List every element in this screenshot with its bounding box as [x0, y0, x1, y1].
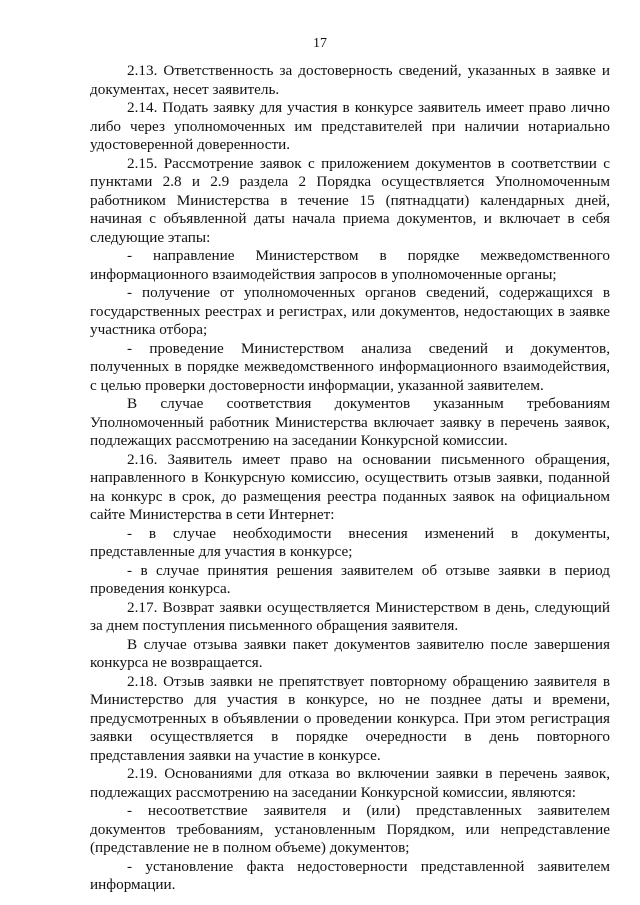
paragraph-2-17: 2.17. Возврат заявки осуществляется Министерством в день, следующий за днем поступления письменного обращения заявителя. — [90, 598, 610, 634]
list-item-withdrawal: - в случае принятия решения заявителем об отзыве заявки в период проведения конкурса. — [90, 561, 610, 597]
paragraph-2-16: 2.16. Заявитель имеет право на основании письменного обращения, направленного в Конкурсную комиссию, осуществить отзыв заявки, поданной на конкурс в срок, до размещения реестра поданных заявок на официальном сайте Министерства в сети Интернет: — [90, 450, 610, 523]
paragraph-2-19: 2.19. Основаниями для отказа во включении заявки в перечень заявок, подлежащих рассмотрению на заседании Конкурсной комиссии, являются: — [90, 765, 610, 801]
paragraph-no-return: В случае отзыва заявки пакет документов заявителю после завершения конкурса не возвращается. — [90, 635, 610, 671]
paragraph-2-18: 2.18. Отзыв заявки не препятствует повторному обращению заявителя в Министерство для участия в конкурсе, но не позднее даты и времени, предусмотренных в объявлении о проведении конкурса. При этом регистрация заявки осуществляется в порядке очередности в день повторного представления заявки на участие в конкурсе. — [90, 672, 610, 764]
paragraph-2-13: 2.13. Ответственность за достоверность сведений, указанных в заявке и документах, несет заявитель. — [90, 62, 610, 98]
list-item-receiving-data: - получение от уполномоченных органов сведений, содержащихся в государственных реестрах и регистрах, или документов, недостающих в заявке участника отбора; — [90, 284, 610, 338]
list-item-inaccuracy: - установление факта недостоверности представленной заявителем информации. — [90, 857, 610, 893]
paragraph-2-14: 2.14. Подать заявку для участия в конкурсе заявитель имеет право лично либо через уполномоченных им представителей при наличии нотариально удостоверенной доверенности. — [90, 99, 610, 153]
paragraph-2-15: 2.15. Рассмотрение заявок с приложением документов в соответствии с пунктами 2.8 и 2.9 раздела 2 Порядка осуществляется Уполномоченным работником Министерства в течение 15 (пятнадцати) календарных дней, начиная с объявленной даты начала приема документов, и включает в себя следующие этапы: — [90, 154, 610, 246]
list-item-interagency-request: - направление Министерством в порядке межведомственного информационного взаимодействия запросов в уполномоченные органы; — [90, 247, 610, 283]
page-number: 17 — [313, 36, 327, 51]
list-item-changes: - в случае необходимости внесения изменений в документы, представленные для участия в конкурсе; — [90, 524, 610, 560]
list-item-analysis: - проведение Министерством анализа сведений и документов, полученных в порядке межведомственного информационного взаимодействия, с целью проверки достоверности информации, указанной заявителем. — [90, 339, 610, 394]
paragraph-compliance: В случае соответствия документов указанным требованиям Уполномоченный работник Министерства включает заявку в перечень заявок, подлежащих рассмотрению на заседании Конкурсной комиссии. — [90, 395, 610, 449]
list-item-nonconformity: - несоответствие заявителя и (или) представленных заявителем документов требованиям, установленным Порядком, или непредставление (представление не в полном объеме) документов; — [90, 802, 610, 856]
document-body — [90, 62, 610, 895]
